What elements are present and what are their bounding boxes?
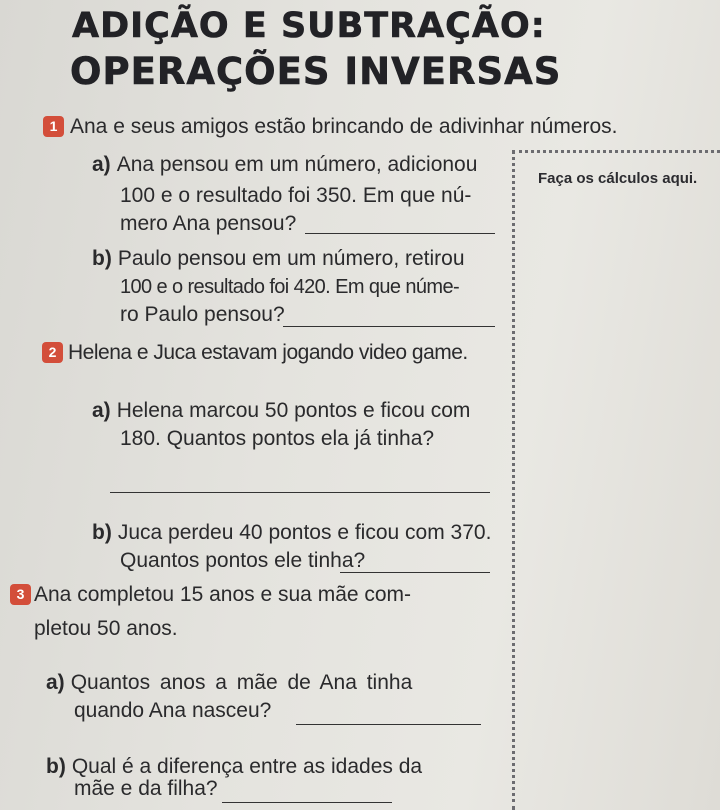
question-3a-line-1: Quantos anos a mãe de Ana tinha xyxy=(70,671,413,694)
question-1a-line-2: 100 e o resultado foi 350. Em que nú- xyxy=(120,184,472,207)
calculation-area[interactable] xyxy=(512,150,720,810)
question-3a-line-2: quando Ana nasceu? xyxy=(74,699,272,722)
question-1b-line-1: Paulo pensou em um número, retirou xyxy=(117,247,465,270)
question-2b-line-1: Juca perdeu 40 pontos e ficou com 370. xyxy=(117,521,492,544)
question-1b-line-3: ro Paulo pensou? xyxy=(120,303,285,326)
question-1-number-badge: 1 xyxy=(43,116,64,137)
question-3-number-badge: 3 xyxy=(10,584,31,605)
question-2a-answer-line[interactable] xyxy=(110,492,490,493)
question-1b-line-2: 100 e o resultado foi 420. Em que núme- xyxy=(120,276,460,298)
question-1b xyxy=(92,246,465,272)
question-1b-answer-line[interactable] xyxy=(283,326,495,327)
question-3a-label: a) xyxy=(46,671,65,694)
question-2b-label: b) xyxy=(92,521,112,544)
question-1a-line-3: mero Ana pensou? xyxy=(120,212,297,235)
question-3-intro-line-2: pletou 50 anos. xyxy=(34,617,178,640)
question-2a-label: a) xyxy=(92,399,111,422)
question-1-intro: Ana e seus amigos estão brincando de adivinhar números. xyxy=(70,115,618,138)
question-2a xyxy=(92,398,470,424)
question-1a xyxy=(92,152,477,178)
question-2b-line-2: Quantos pontos ele tinha? xyxy=(120,549,366,572)
question-2-intro: Helena e Juca estavam jogando video game. xyxy=(68,341,468,364)
question-3a xyxy=(46,670,412,696)
question-2b-answer-line[interactable] xyxy=(340,572,490,573)
question-1b-label: b) xyxy=(92,247,112,270)
question-3b-line-1: Qual é a diferença entre as idades da xyxy=(71,755,423,778)
question-3-intro-line-1: Ana completou 15 anos e sua mãe com- xyxy=(34,583,412,606)
title-line-2: OPERAÇÕES INVERSAS xyxy=(70,50,562,93)
question-3b-line-2: mãe e da filha? xyxy=(74,777,218,800)
question-2a-line-1: Helena marcou 50 pontos e ficou com xyxy=(116,399,471,422)
title-line-1: ADIÇÃO E SUBTRAÇÃO: xyxy=(72,6,546,46)
calculation-area-label: Faça os cálculos aqui. xyxy=(538,170,698,187)
question-2a-line-2: 180. Quantos pontos ela já tinha? xyxy=(120,427,435,450)
question-2b xyxy=(92,520,491,546)
question-2-number-badge: 2 xyxy=(42,342,63,363)
question-3b-answer-line[interactable] xyxy=(222,802,392,803)
question-1a-label: a) xyxy=(92,153,111,176)
question-1a-answer-line[interactable] xyxy=(305,233,495,234)
question-3b-label: b) xyxy=(46,755,66,778)
question-3a-answer-line[interactable] xyxy=(296,724,481,725)
question-1a-line-1: Ana pensou em um número, adicionou xyxy=(116,153,478,176)
